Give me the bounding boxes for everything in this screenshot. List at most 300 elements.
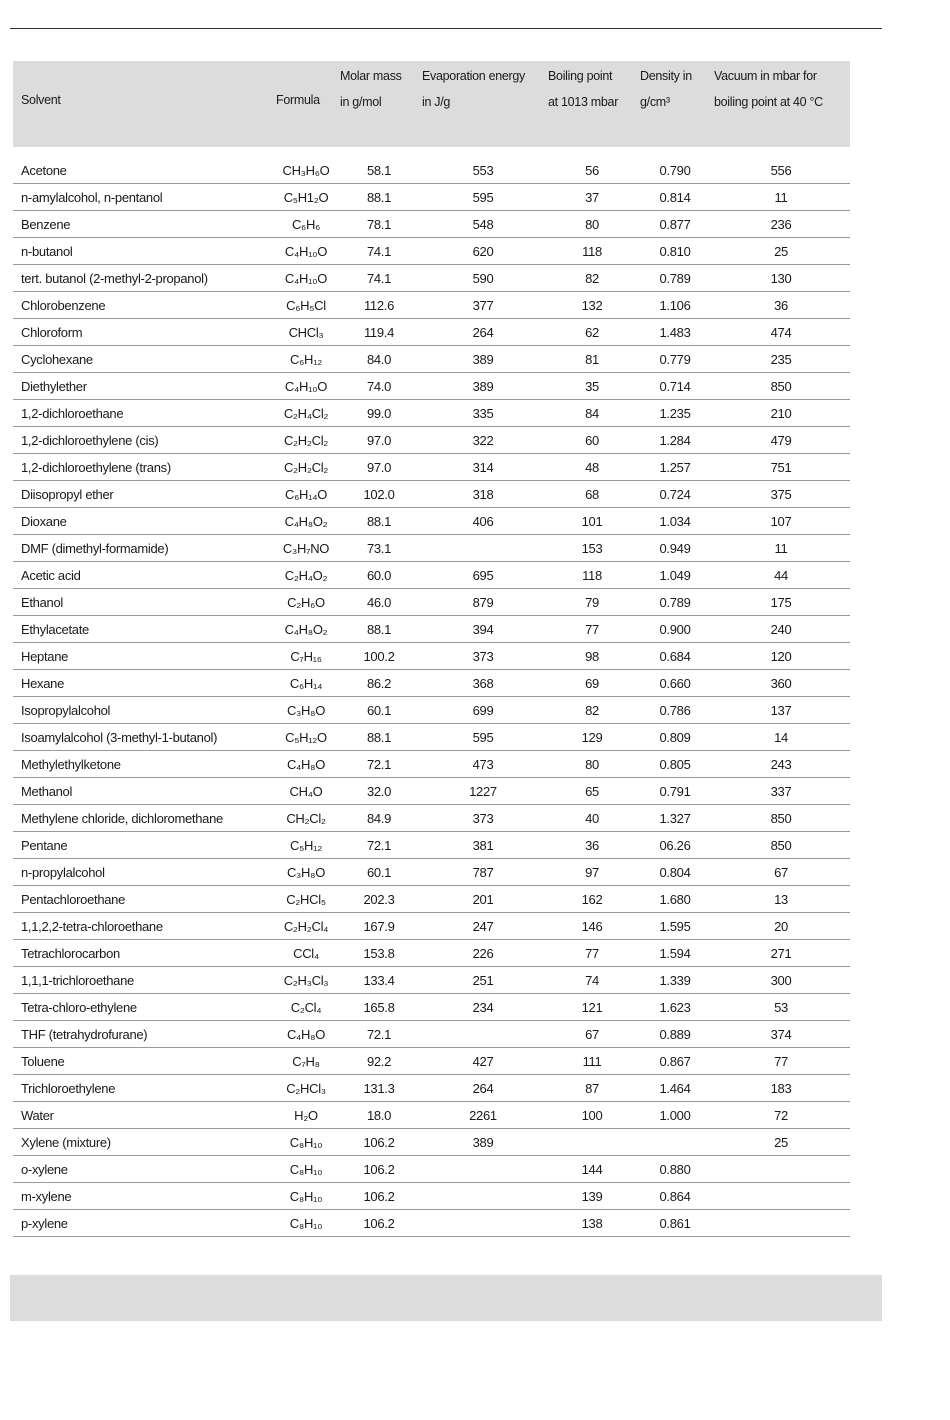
solvent-cell: Benzene (13, 211, 274, 238)
solvent-cell: Hexane (13, 670, 274, 697)
table-row (13, 562, 850, 589)
formula-cell: C₅H₁₂ (274, 832, 338, 859)
evaporation-energy-cell: 394 (420, 616, 546, 643)
evaporation-energy-cell: 201 (420, 886, 546, 913)
boiling-point-cell: 77 (546, 940, 638, 967)
table-row (13, 724, 850, 751)
solvent-cell: Diethylether (13, 373, 274, 400)
evaporation-energy-cell: 335 (420, 400, 546, 427)
molar-mass-cell: 92.2 (338, 1048, 420, 1075)
solvent-cell: n-butanol (13, 238, 274, 265)
formula-cell: C₅H₁₂O (274, 724, 338, 751)
molar-mass-cell: 32.0 (338, 778, 420, 805)
boiling-point-cell: 80 (546, 751, 638, 778)
vacuum-cell: 375 (712, 481, 850, 508)
vacuum-cell: 360 (712, 670, 850, 697)
density-cell: 0.779 (638, 346, 712, 373)
header-evaporation-energy-line-2: in J/g (422, 95, 451, 109)
table-row (13, 373, 850, 400)
table-row (13, 292, 850, 319)
vacuum-cell: 300 (712, 967, 850, 994)
boiling-point-cell: 56 (546, 157, 638, 184)
solvent-cell: Cyclohexane (13, 346, 274, 373)
formula-cell: C₂H₆O (274, 589, 338, 616)
formula-cell: CH₂Cl₂ (274, 805, 338, 832)
vacuum-cell (712, 1183, 850, 1210)
table-row (13, 1075, 850, 1102)
evaporation-energy-cell: 389 (420, 1129, 546, 1156)
solvent-cell: Chloroform (13, 319, 274, 346)
header-vacuum-line-2: boiling point at 40 °C (714, 95, 823, 109)
evaporation-energy-cell: 2261 (420, 1102, 546, 1129)
solvent-cell: Ethanol (13, 589, 274, 616)
solvent-cell: Acetone (13, 157, 274, 184)
boiling-point-cell: 68 (546, 481, 638, 508)
density-cell: 0.789 (638, 589, 712, 616)
evaporation-energy-cell: 595 (420, 184, 546, 211)
evaporation-energy-cell: 427 (420, 1048, 546, 1075)
molar-mass-cell: 84.0 (338, 346, 420, 373)
vacuum-cell: 130 (712, 265, 850, 292)
header-spacer (13, 147, 850, 157)
molar-mass-cell: 60.1 (338, 859, 420, 886)
density-cell: 0.864 (638, 1183, 712, 1210)
boiling-point-cell: 87 (546, 1075, 638, 1102)
boiling-point-cell: 62 (546, 319, 638, 346)
table-row (13, 1156, 850, 1183)
boiling-point-cell: 67 (546, 1021, 638, 1048)
density-cell: 0.900 (638, 616, 712, 643)
vacuum-cell: 236 (712, 211, 850, 238)
boiling-point-cell: 100 (546, 1102, 638, 1129)
formula-cell: C₇H₁₆ (274, 643, 338, 670)
solvent-cell: 1,2-dichloroethane (13, 400, 274, 427)
solvent-cell: Diisopropyl ether (13, 481, 274, 508)
vacuum-cell: 53 (712, 994, 850, 1021)
formula-cell: C₄H₈O₂ (274, 616, 338, 643)
table-row (13, 589, 850, 616)
vacuum-cell: 240 (712, 616, 850, 643)
top-rule (10, 28, 882, 29)
header-formula (274, 61, 338, 147)
table-row (13, 184, 850, 211)
vacuum-cell: 474 (712, 319, 850, 346)
table-row (13, 697, 850, 724)
molar-mass-cell: 202.3 (338, 886, 420, 913)
solvent-cell: n-amylalcohol, n-pentanol (13, 184, 274, 211)
molar-mass-cell: 72.1 (338, 751, 420, 778)
evaporation-energy-cell: 264 (420, 1075, 546, 1102)
vacuum-cell: 11 (712, 535, 850, 562)
solvent-cell: Isoamylalcohol (3-methyl-1-butanol) (13, 724, 274, 751)
evaporation-energy-cell: 595 (420, 724, 546, 751)
density-cell: 1.623 (638, 994, 712, 1021)
solvent-table-container (13, 61, 850, 1237)
formula-cell: C₂H₂Cl₄ (274, 913, 338, 940)
boiling-point-cell: 118 (546, 562, 638, 589)
solvent-cell: 1,1,1-trichloroethane (13, 967, 274, 994)
formula-cell: C₃H₇NO (274, 535, 338, 562)
density-cell: 1.257 (638, 454, 712, 481)
solvent-cell: Pentachloroethane (13, 886, 274, 913)
solvent-cell: 1,2-dichloroethylene (trans) (13, 454, 274, 481)
vacuum-cell: 210 (712, 400, 850, 427)
molar-mass-cell: 106.2 (338, 1210, 420, 1237)
solvent-cell: Toluene (13, 1048, 274, 1075)
solvent-table (13, 61, 850, 1237)
solvent-cell: tert. butanol (2-methyl-2-propanol) (13, 265, 274, 292)
table-row (13, 238, 850, 265)
evaporation-energy-cell: 264 (420, 319, 546, 346)
header-row (13, 61, 850, 147)
boiling-point-cell: 40 (546, 805, 638, 832)
molar-mass-cell: 88.1 (338, 184, 420, 211)
formula-cell: C₄H₈O₂ (274, 508, 338, 535)
table-header (13, 61, 850, 147)
table-row (13, 157, 850, 184)
header-vacuum-line-1: Vacuum in mbar for (714, 69, 817, 83)
formula-cell: C₄H₁₀O (274, 238, 338, 265)
vacuum-cell: 271 (712, 940, 850, 967)
density-cell: 0.684 (638, 643, 712, 670)
formula-cell: C₆H₁₄ (274, 670, 338, 697)
formula-cell: C₂H₄Cl₂ (274, 400, 338, 427)
boiling-point-cell: 97 (546, 859, 638, 886)
table-row (13, 805, 850, 832)
density-cell: 1.464 (638, 1075, 712, 1102)
header-boiling-point (546, 61, 638, 147)
header-molar-mass (338, 61, 420, 147)
formula-cell: C₄H₁₀O (274, 265, 338, 292)
table-row (13, 670, 850, 697)
header-formula-line: Formula (276, 93, 320, 107)
evaporation-energy-cell (420, 1210, 546, 1237)
formula-cell: C₆H₁₂ (274, 346, 338, 373)
evaporation-energy-cell: 699 (420, 697, 546, 724)
vacuum-cell: 751 (712, 454, 850, 481)
density-cell: 1.034 (638, 508, 712, 535)
evaporation-energy-cell: 787 (420, 859, 546, 886)
solvent-cell: Heptane (13, 643, 274, 670)
vacuum-cell: 13 (712, 886, 850, 913)
table-row (13, 211, 850, 238)
density-cell: 0.814 (638, 184, 712, 211)
molar-mass-cell: 46.0 (338, 589, 420, 616)
boiling-point-cell: 82 (546, 265, 638, 292)
density-cell: 0.867 (638, 1048, 712, 1075)
evaporation-energy-cell: 373 (420, 643, 546, 670)
evaporation-energy-cell: 377 (420, 292, 546, 319)
formula-cell: C₂HCl₃ (274, 1075, 338, 1102)
molar-mass-cell: 74.1 (338, 265, 420, 292)
formula-cell: C₂H₂Cl₂ (274, 427, 338, 454)
vacuum-cell: 137 (712, 697, 850, 724)
evaporation-energy-cell: 553 (420, 157, 546, 184)
molar-mass-cell: 112.6 (338, 292, 420, 319)
vacuum-cell: 25 (712, 238, 850, 265)
solvent-cell: 1,2-dichloroethylene (cis) (13, 427, 274, 454)
table-row (13, 832, 850, 859)
molar-mass-cell: 97.0 (338, 427, 420, 454)
vacuum-cell: 120 (712, 643, 850, 670)
evaporation-energy-cell: 620 (420, 238, 546, 265)
molar-mass-cell: 165.8 (338, 994, 420, 1021)
solvent-cell: Chlorobenzene (13, 292, 274, 319)
table-row (13, 1183, 850, 1210)
vacuum-cell: 243 (712, 751, 850, 778)
evaporation-energy-cell: 879 (420, 589, 546, 616)
formula-cell: CHCl₃ (274, 319, 338, 346)
boiling-point-cell: 74 (546, 967, 638, 994)
solvent-cell: Trichloroethylene (13, 1075, 274, 1102)
table-row (13, 913, 850, 940)
molar-mass-cell: 106.2 (338, 1156, 420, 1183)
table-row (13, 859, 850, 886)
evaporation-energy-cell: 389 (420, 346, 546, 373)
table-row (13, 481, 850, 508)
vacuum-cell: 77 (712, 1048, 850, 1075)
density-cell: 1.106 (638, 292, 712, 319)
density-cell: 0.805 (638, 751, 712, 778)
molar-mass-cell: 84.9 (338, 805, 420, 832)
formula-cell: C₈H₁₀ (274, 1156, 338, 1183)
table-row (13, 778, 850, 805)
molar-mass-cell: 74.0 (338, 373, 420, 400)
boiling-point-cell: 84 (546, 400, 638, 427)
evaporation-energy-cell: 368 (420, 670, 546, 697)
solvent-cell: Isopropylalcohol (13, 697, 274, 724)
density-cell: 1.000 (638, 1102, 712, 1129)
vacuum-cell: 44 (712, 562, 850, 589)
evaporation-energy-cell (420, 1021, 546, 1048)
solvent-cell: THF (tetrahydrofurane) (13, 1021, 274, 1048)
molar-mass-cell: 72.1 (338, 832, 420, 859)
molar-mass-cell: 60.0 (338, 562, 420, 589)
molar-mass-cell: 99.0 (338, 400, 420, 427)
boiling-point-cell: 111 (546, 1048, 638, 1075)
header-molar-mass-line-1: Molar mass (340, 69, 402, 83)
footer-band (10, 1275, 882, 1321)
boiling-point-cell: 118 (546, 238, 638, 265)
boiling-point-cell: 138 (546, 1210, 638, 1237)
density-cell: 0.714 (638, 373, 712, 400)
formula-cell: CCl₄ (274, 940, 338, 967)
molar-mass-cell: 88.1 (338, 724, 420, 751)
evaporation-energy-cell: 322 (420, 427, 546, 454)
evaporation-energy-cell: 381 (420, 832, 546, 859)
formula-cell: H₂O (274, 1102, 338, 1129)
solvent-cell: Methylene chloride, dichloromethane (13, 805, 274, 832)
formula-cell: C₃H₈O (274, 697, 338, 724)
boiling-point-cell: 129 (546, 724, 638, 751)
evaporation-energy-cell: 234 (420, 994, 546, 1021)
spacer-cell (13, 147, 850, 157)
evaporation-energy-cell: 318 (420, 481, 546, 508)
table-row (13, 940, 850, 967)
density-cell: 0.810 (638, 238, 712, 265)
header-density (638, 61, 712, 147)
boiling-point-cell: 144 (546, 1156, 638, 1183)
table-row (13, 1129, 850, 1156)
vacuum-cell: 850 (712, 805, 850, 832)
header-boiling-point-line-1: Boiling point (548, 69, 613, 83)
density-cell: 0.809 (638, 724, 712, 751)
boiling-point-cell: 80 (546, 211, 638, 238)
molar-mass-cell: 102.0 (338, 481, 420, 508)
boiling-point-cell: 48 (546, 454, 638, 481)
evaporation-energy-cell: 389 (420, 373, 546, 400)
vacuum-cell: 25 (712, 1129, 850, 1156)
header-density-line-2: g/cm³ (640, 95, 670, 109)
evaporation-energy-cell: 473 (420, 751, 546, 778)
density-cell: 0.791 (638, 778, 712, 805)
table-row (13, 319, 850, 346)
solvent-cell: Pentane (13, 832, 274, 859)
boiling-point-cell: 77 (546, 616, 638, 643)
boiling-point-cell: 60 (546, 427, 638, 454)
density-cell: 1.594 (638, 940, 712, 967)
table-row (13, 967, 850, 994)
formula-cell: C₂H₃Cl₃ (274, 967, 338, 994)
vacuum-cell: 850 (712, 373, 850, 400)
molar-mass-cell: 133.4 (338, 967, 420, 994)
molar-mass-cell: 167.9 (338, 913, 420, 940)
density-cell: 0.949 (638, 535, 712, 562)
vacuum-cell: 72 (712, 1102, 850, 1129)
header-vacuum (712, 61, 850, 147)
vacuum-cell: 183 (712, 1075, 850, 1102)
table-row (13, 1102, 850, 1129)
vacuum-cell: 479 (712, 427, 850, 454)
density-cell (638, 1129, 712, 1156)
density-cell: 0.880 (638, 1156, 712, 1183)
table-row (13, 751, 850, 778)
formula-cell: C₆H₁₄O (274, 481, 338, 508)
evaporation-energy-cell: 1227 (420, 778, 546, 805)
molar-mass-cell: 88.1 (338, 616, 420, 643)
solvent-cell: Ethylacetate (13, 616, 274, 643)
boiling-point-cell: 69 (546, 670, 638, 697)
formula-cell: C₆H₅Cl (274, 292, 338, 319)
boiling-point-cell (546, 1129, 638, 1156)
evaporation-energy-cell: 247 (420, 913, 546, 940)
molar-mass-cell: 60.1 (338, 697, 420, 724)
density-cell: 1.595 (638, 913, 712, 940)
density-cell: 0.786 (638, 697, 712, 724)
vacuum-cell: 11 (712, 184, 850, 211)
evaporation-energy-cell: 406 (420, 508, 546, 535)
table-row (13, 346, 850, 373)
header-solvent (13, 61, 274, 147)
solvent-cell: p-xylene (13, 1210, 274, 1237)
density-cell: 1.284 (638, 427, 712, 454)
solvent-cell: n-propylalcohol (13, 859, 274, 886)
table-row (13, 886, 850, 913)
boiling-point-cell: 139 (546, 1183, 638, 1210)
evaporation-energy-cell (420, 1156, 546, 1183)
density-cell: 1.339 (638, 967, 712, 994)
density-cell: 0.804 (638, 859, 712, 886)
density-cell: 06.26 (638, 832, 712, 859)
molar-mass-cell: 58.1 (338, 157, 420, 184)
formula-cell: C₈H₁₀ (274, 1183, 338, 1210)
solvent-cell: Tetrachlorocarbon (13, 940, 274, 967)
evaporation-energy-cell: 373 (420, 805, 546, 832)
boiling-point-cell: 65 (546, 778, 638, 805)
header-boiling-point-line-2: at 1013 mbar (548, 95, 619, 109)
solvent-cell: Dioxane (13, 508, 274, 535)
boiling-point-cell: 37 (546, 184, 638, 211)
molar-mass-cell: 72.1 (338, 1021, 420, 1048)
vacuum-cell: 14 (712, 724, 850, 751)
table-body (13, 147, 850, 1237)
density-cell: 0.789 (638, 265, 712, 292)
solvent-cell: Xylene (mixture) (13, 1129, 274, 1156)
table-row (13, 1021, 850, 1048)
header-density-line-1: Density in (640, 69, 692, 83)
table-row (13, 535, 850, 562)
evaporation-energy-cell (420, 1183, 546, 1210)
molar-mass-cell: 73.1 (338, 535, 420, 562)
vacuum-cell: 374 (712, 1021, 850, 1048)
formula-cell: CH₃H₆O (274, 157, 338, 184)
vacuum-cell: 20 (712, 913, 850, 940)
density-cell: 0.889 (638, 1021, 712, 1048)
formula-cell: CH₄O (274, 778, 338, 805)
solvent-cell: m-xylene (13, 1183, 274, 1210)
vacuum-cell: 36 (712, 292, 850, 319)
density-cell: 1.049 (638, 562, 712, 589)
boiling-point-cell: 82 (546, 697, 638, 724)
formula-cell: C₃H₈O (274, 859, 338, 886)
molar-mass-cell: 86.2 (338, 670, 420, 697)
formula-cell: C₂Cl₄ (274, 994, 338, 1021)
header-solvent-line: Solvent (21, 93, 61, 107)
formula-cell: C₄H₈O (274, 1021, 338, 1048)
molar-mass-cell: 97.0 (338, 454, 420, 481)
boiling-point-cell: 79 (546, 589, 638, 616)
formula-cell: C₈H₁₀ (274, 1210, 338, 1237)
boiling-point-cell: 132 (546, 292, 638, 319)
density-cell: 0.877 (638, 211, 712, 238)
vacuum-cell: 235 (712, 346, 850, 373)
density-cell: 0.660 (638, 670, 712, 697)
table-row (13, 616, 850, 643)
header-evaporation-energy-line-1: Evaporation energy (422, 69, 526, 83)
molar-mass-cell: 153.8 (338, 940, 420, 967)
molar-mass-cell: 131.3 (338, 1075, 420, 1102)
formula-cell: C₆H₆ (274, 211, 338, 238)
formula-cell: C₄H₈O (274, 751, 338, 778)
vacuum-cell: 175 (712, 589, 850, 616)
solvent-cell: Methanol (13, 778, 274, 805)
evaporation-energy-cell: 314 (420, 454, 546, 481)
formula-cell: C₅H1₂O (274, 184, 338, 211)
table-row (13, 265, 850, 292)
density-cell: 1.483 (638, 319, 712, 346)
evaporation-energy-cell: 251 (420, 967, 546, 994)
boiling-point-cell: 101 (546, 508, 638, 535)
header-evaporation-energy (420, 61, 546, 147)
evaporation-energy-cell: 226 (420, 940, 546, 967)
table-row (13, 454, 850, 481)
molar-mass-cell: 106.2 (338, 1129, 420, 1156)
formula-cell: C₈H₁₀ (274, 1129, 338, 1156)
solvent-cell: o-xylene (13, 1156, 274, 1183)
vacuum-cell: 850 (712, 832, 850, 859)
solvent-cell: DMF (dimethyl-formamide) (13, 535, 274, 562)
molar-mass-cell: 100.2 (338, 643, 420, 670)
